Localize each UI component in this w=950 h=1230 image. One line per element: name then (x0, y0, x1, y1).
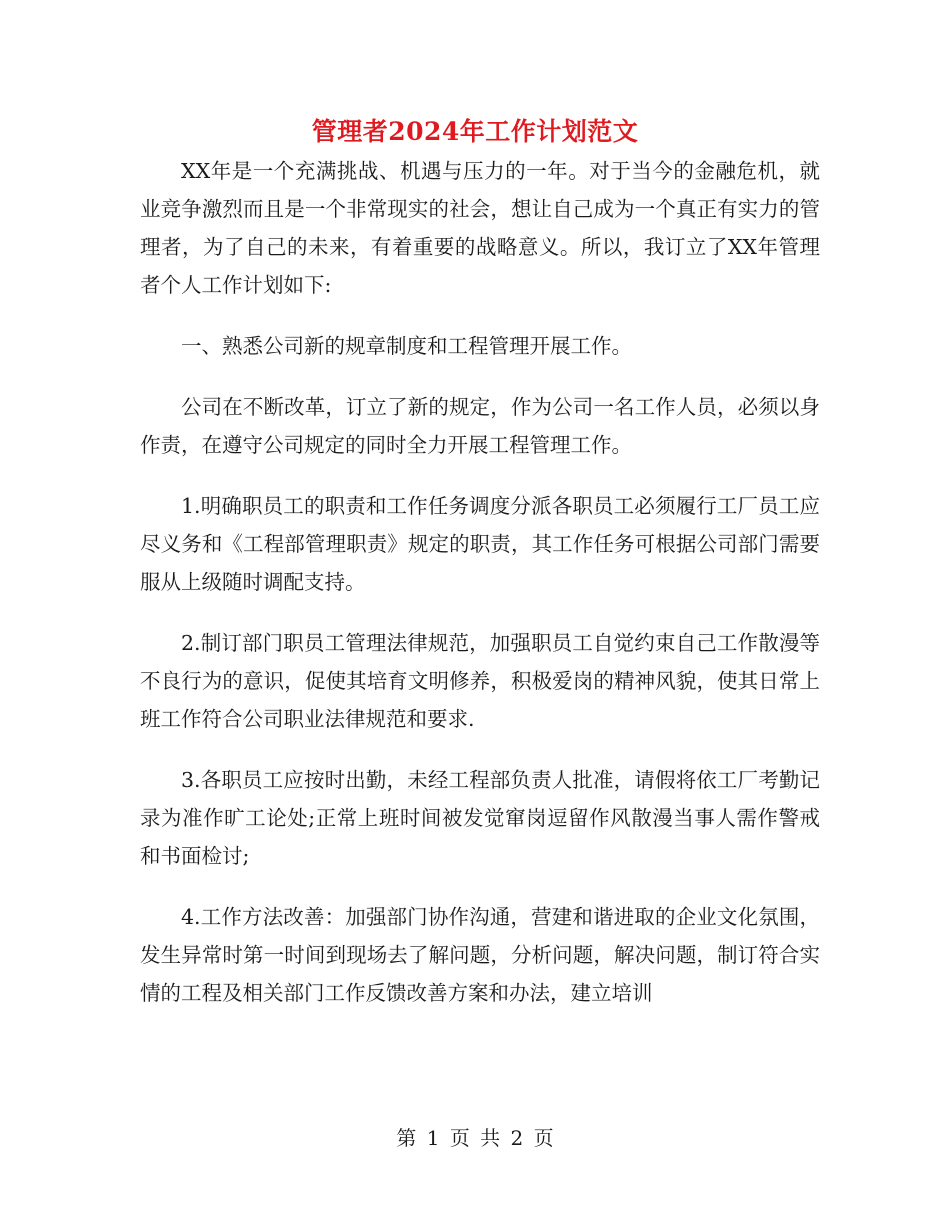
paragraph-section-heading: 一、熟悉公司新的规章制度和工程管理开展工作。 (181, 334, 632, 358)
page-number-footer: 第 1 页 共 2 页 (396, 1126, 554, 1150)
paragraph-item-4: 4.工作方法改善：加强部门协作沟通，营建和谐进取的企业文化氛围，发生异常时第一时间到现场去了解问题，分析问题，解决问题，制订符合实情的工程及相关部门工作反馈改善方案和办法，建立培训 (140, 905, 820, 1005)
paragraph-item-2: 2.制订部门职员工管理法律规范，加强职员工自觉约束自己工作散漫等不良行为的意识，促使其培育文明修养，积极爱岗的精神风貌，使其日常上班工作符合公司职业法律规范和要求. (140, 631, 820, 731)
paragraph-item-3: 3.各职员工应按时出勤，未经工程部负责人批准，请假将依工厂考勤记录为准作旷工论处;正常上班时间被发觉窜岗逗留作风散漫当事人需作警戒和书面检讨; (140, 768, 820, 868)
document-body (140, 152, 820, 1035)
document-title: 管理者2024年工作计划范文 (311, 117, 639, 146)
paragraph-intro: XX年是一个充满挑战、机遇与压力的一年。对于当今的金融危机，就业竞争激烈而且是一个非常现实的社会，想让自己成为一个真正有实力的管理者，为了自己的未来，有着重要的战略意义。所以，我订立了XX年管理者个人工作计划如下: (140, 159, 820, 297)
paragraph-section-body: 公司在不断改革，订立了新的规定，作为公司一名工作人员，必须以身作责，在遵守公司规定的同时全力开展工程管理工作。 (140, 395, 820, 457)
paragraph-item-1: 1.明确职员工的职责和工作任务调度分派各职员工必须履行工厂员工应尽义务和《工程部管理职责》规定的职责，其工作任务可根据公司部门需要服从上级随时调配支持。 (140, 494, 820, 594)
